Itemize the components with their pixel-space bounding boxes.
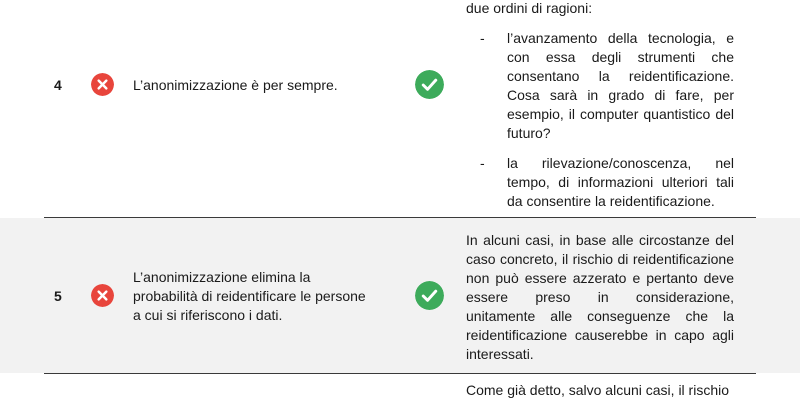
row-number: 4: [54, 77, 62, 93]
bullet-dash: -: [480, 30, 485, 46]
cross-circle-icon: [91, 284, 114, 307]
bullet-dash: -: [480, 155, 485, 171]
check-circle-icon: [415, 281, 444, 310]
answer-text: [466, 0, 734, 211]
myth-text: L’anonimizzazione elimina la probabilità di reidentificare le persone a cui si riferiscono i dati.: [133, 269, 366, 323]
myth-text: L’anonimizzazione è per sempre.: [133, 77, 338, 93]
answer-text: Come già detto, salvo alcuni casi, il rischio: [466, 382, 730, 398]
bullet-text: l’avanzamento della tecnologia, e con essa degli strumenti che consentano la reidentificazione. Cosa sarà in grado di fare, per esempio, il computer quantistico del futuro?: [507, 30, 734, 141]
answer-intro: due ordini di ragioni:: [466, 0, 593, 16]
cross-circle-icon: [91, 73, 114, 96]
table-row-5: [0, 218, 800, 373]
list-item: [466, 154, 734, 211]
row-number: 5: [54, 288, 62, 304]
answer-text: In alcuni casi, in base alle circostanze del caso concreto, il rischio di reidentificazione non può essere azzerato e pertanto deve essere preso in considerazione, unitamente alle conseguenze che la reidentificazione causerebbe in capo agli interessati.: [466, 232, 734, 362]
table-row-6: [0, 374, 800, 400]
bullet-text: la rilevazione/conoscenza, nel tempo, di informazioni ulteriori tali da consentire la reidentificazione.: [507, 155, 734, 209]
list-item: [466, 29, 734, 143]
check-circle-icon: [415, 70, 444, 99]
